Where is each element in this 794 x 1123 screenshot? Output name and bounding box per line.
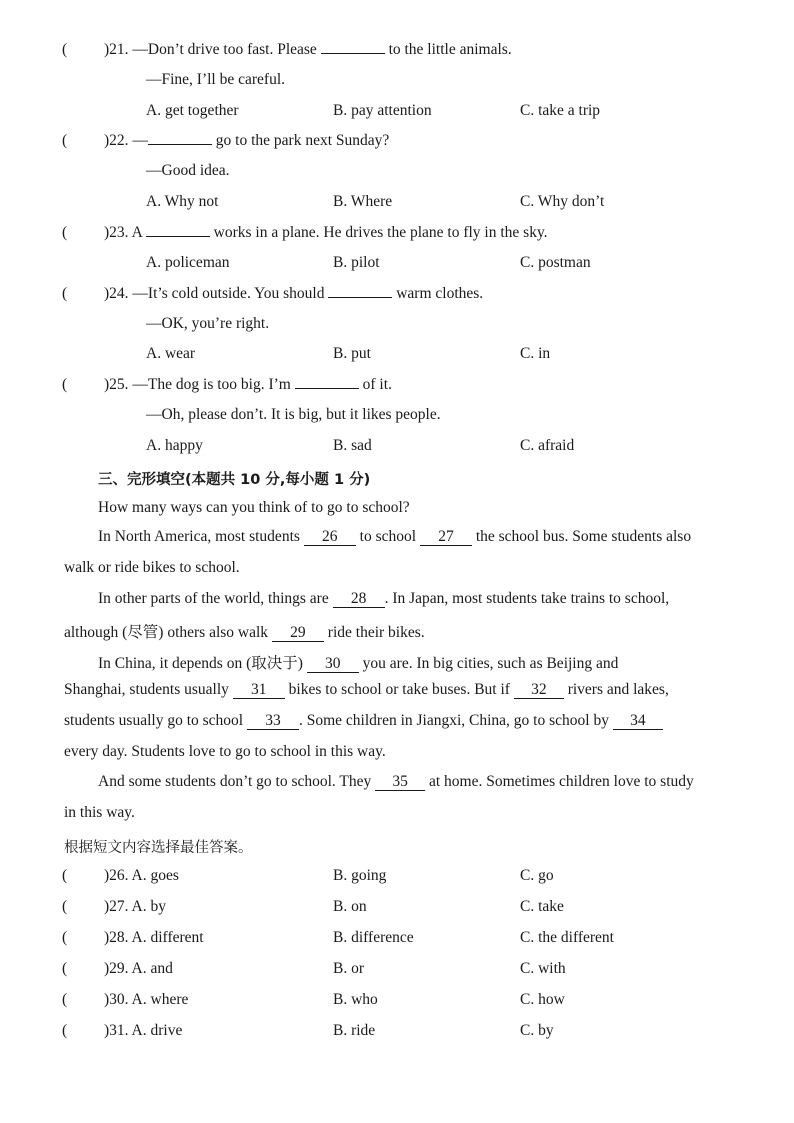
question-28: )28. A. different	[104, 929, 204, 946]
option-c: C. go	[520, 867, 554, 884]
numbered-blank[interactable]: 31	[233, 682, 285, 699]
question-22: )22. — go to the park next Sunday?	[104, 132, 390, 149]
question-21: )21. —Don’t drive too fast. Please to the little animals.	[104, 41, 512, 58]
option-c: C. afraid	[520, 437, 575, 454]
passage-line: In China, it depends on (取决于) 30 you are. In big cities, such as Beijing and	[98, 655, 619, 672]
option-b: B. Where	[333, 193, 393, 210]
answer-blank[interactable]	[148, 132, 212, 145]
option-a: A. Why not	[146, 193, 219, 210]
answer-paren: (	[62, 898, 68, 915]
numbered-blank[interactable]: 27	[420, 529, 472, 546]
answer-blank[interactable]	[295, 376, 359, 389]
numbered-blank[interactable]: 28	[333, 591, 385, 608]
question-25-reply: —Oh, please don’t. It is big, but it likes people.	[146, 406, 441, 423]
option-a: A. policeman	[146, 254, 230, 271]
option-c: C. take a trip	[520, 102, 601, 119]
question-30: )30. A. where	[104, 991, 189, 1008]
passage-line: every day. Students love to go to school in this way.	[64, 743, 386, 760]
option-b: B. pilot	[333, 254, 380, 271]
answer-paren: (	[62, 1022, 68, 1039]
passage-intro: How many ways can you think of to go to school?	[98, 499, 410, 516]
option-b: B. ride	[333, 1022, 376, 1039]
numbered-blank[interactable]: 32	[514, 682, 564, 699]
option-b: B. going	[333, 867, 387, 884]
answer-blank[interactable]	[146, 224, 210, 237]
option-c: C. the different	[520, 929, 614, 946]
question-31: )31. A. drive	[104, 1022, 183, 1039]
numbered-blank[interactable]: 30	[307, 656, 359, 673]
answer-paren: (	[62, 991, 68, 1008]
option-b: B. pay attention	[333, 102, 432, 119]
question-29: )29. A. and	[104, 960, 173, 977]
numbered-blank[interactable]: 34	[613, 713, 663, 730]
passage-line: In North America, most students 26 to school 27 the school bus. Some students also	[98, 528, 692, 545]
option-b: B. put	[333, 345, 371, 362]
answer-paren: (	[62, 929, 68, 946]
question-26: )26. A. goes	[104, 867, 179, 884]
answer-paren: (	[62, 867, 68, 884]
option-b: B. on	[333, 898, 367, 915]
answer-paren: (	[62, 376, 68, 393]
option-c: C. in	[520, 345, 551, 362]
option-a: A. get together	[146, 102, 239, 119]
numbered-blank[interactable]: 29	[272, 625, 324, 642]
numbered-blank[interactable]: 33	[247, 713, 299, 730]
passage-line: although (尽管) others also walk 29 ride their bikes.	[64, 624, 425, 641]
question-27: )27. A. by	[104, 898, 166, 915]
passage-line: In other parts of the world, things are 28 . In Japan, most students take trains to school,	[98, 590, 670, 607]
answer-paren: (	[62, 960, 68, 977]
option-c: C. postman	[520, 254, 591, 271]
passage-line: And some students don’t go to school. They 35 at home. Sometimes children love to study	[98, 773, 694, 790]
answer-paren: (	[62, 132, 68, 149]
answer-blank[interactable]	[328, 285, 392, 298]
option-c: C. with	[520, 960, 566, 977]
option-c: C. Why don’t	[520, 193, 605, 210]
option-a: A. happy	[146, 437, 203, 454]
numbered-blank[interactable]: 35	[375, 774, 425, 791]
option-b: B. who	[333, 991, 378, 1008]
answer-paren: (	[62, 285, 68, 302]
question-24-reply: —OK, you’re right.	[146, 315, 270, 332]
instruction: 根据短文内容选择最佳答案。	[64, 840, 253, 856]
option-b: B. sad	[333, 437, 372, 454]
passage-line: students usually go to school 33 . Some children in Jiangxi, China, go to school by 34	[64, 712, 663, 730]
passage-line: in this way.	[64, 804, 135, 821]
option-b: B. or	[333, 960, 364, 977]
answer-blank[interactable]	[321, 41, 385, 54]
option-c: C. take	[520, 898, 564, 915]
question-25: )25. —The dog is too big. I’m of it.	[104, 376, 392, 393]
passage-line: Shanghai, students usually 31 bikes to school or take buses. But if 32 rivers and lakes,	[64, 681, 669, 698]
section-heading: 三、完形填空(本题共 10 分,每小题 1 分)	[98, 472, 371, 488]
answer-paren: (	[62, 41, 68, 58]
question-22-reply: —Good idea.	[146, 162, 230, 179]
question-24: )24. —It’s cold outside. You should warm clothes.	[104, 285, 484, 302]
option-c: C. how	[520, 991, 565, 1008]
question-21-reply: —Fine, I’ll be careful.	[146, 71, 286, 88]
passage-line: walk or ride bikes to school.	[64, 559, 240, 576]
option-c: C. by	[520, 1022, 554, 1039]
question-23: )23. A works in a plane. He drives the plane to fly in the sky.	[104, 224, 548, 241]
option-b: B. difference	[333, 929, 414, 946]
option-a: A. wear	[146, 345, 196, 362]
answer-paren: (	[62, 224, 68, 241]
numbered-blank[interactable]: 26	[304, 529, 356, 546]
